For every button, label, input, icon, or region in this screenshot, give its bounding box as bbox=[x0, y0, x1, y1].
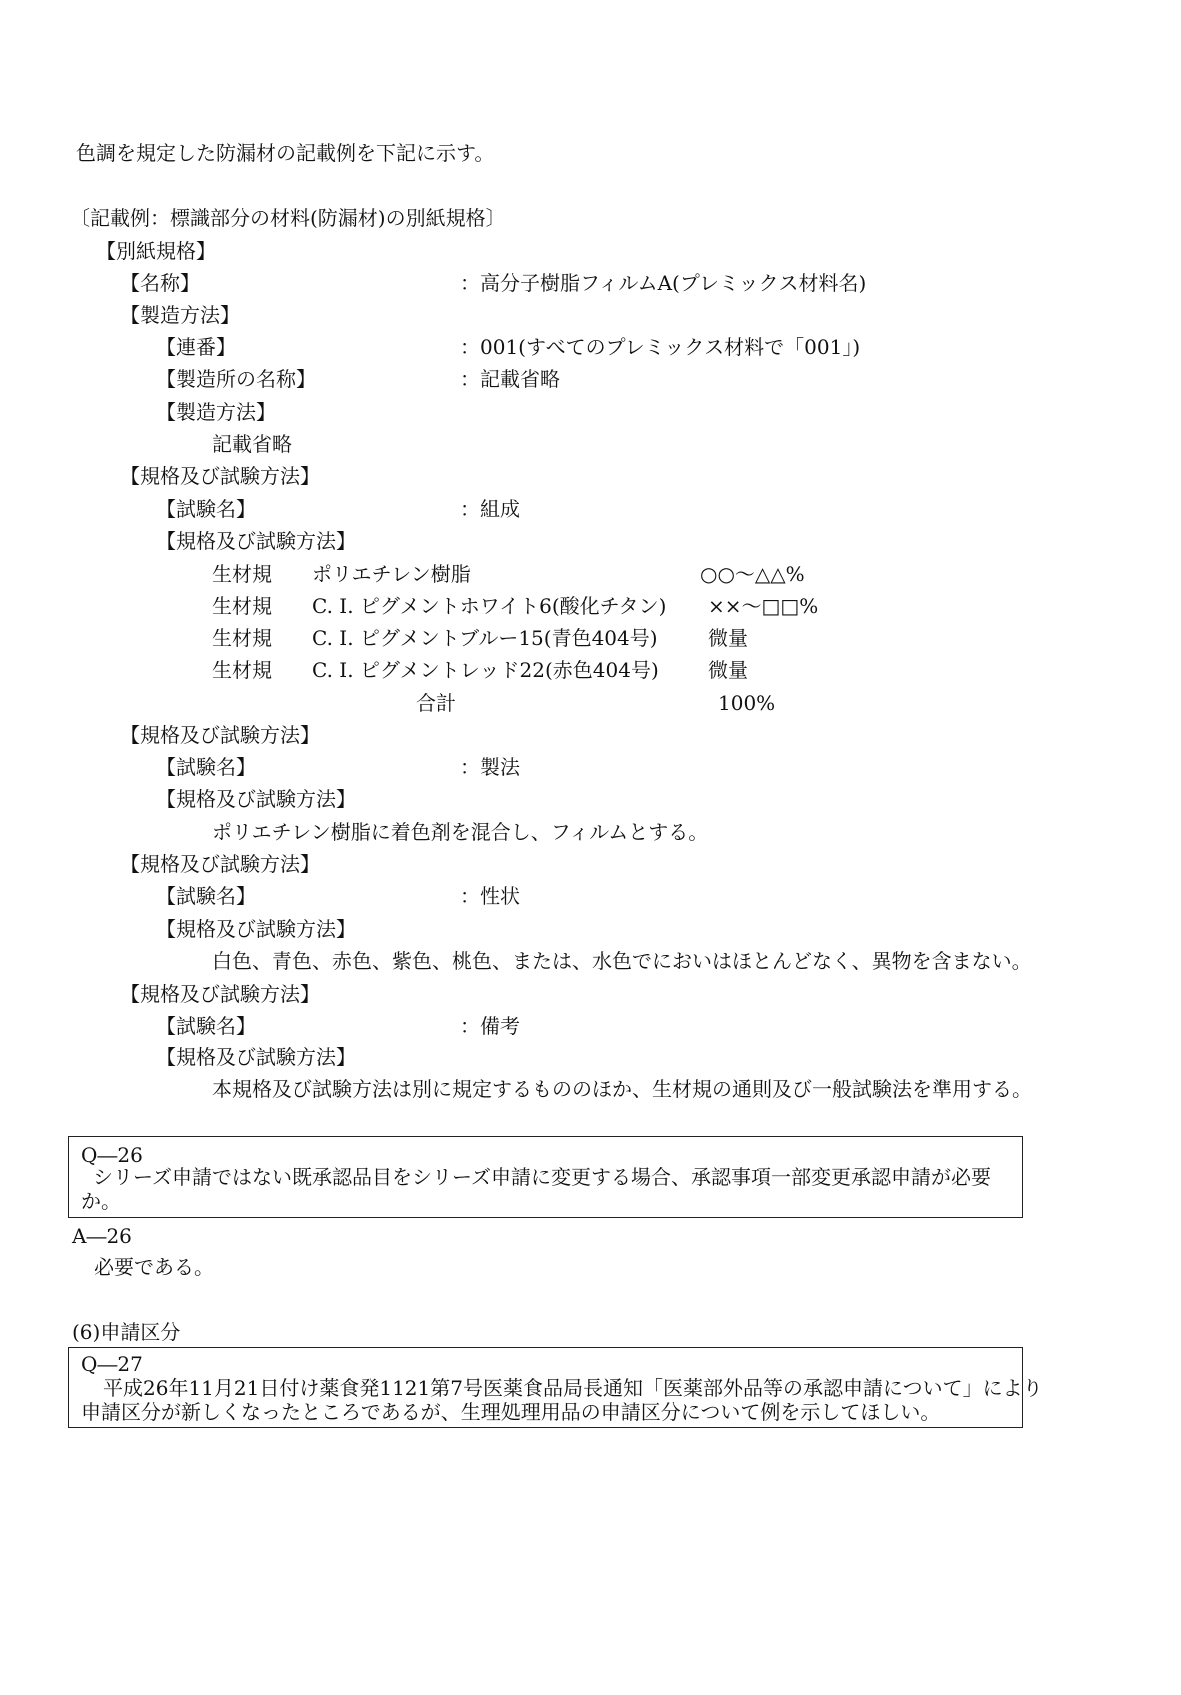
std4-test-label: 【試験名】 bbox=[156, 1014, 256, 1038]
section-6-heading: (6)申請区分 bbox=[72, 1320, 181, 1344]
total-value: 100% bbox=[718, 691, 776, 715]
question-27-id: Q―27 bbox=[81, 1352, 143, 1376]
intro-text: 色調を規定した防漏材の記載例を下記に示す。 bbox=[76, 141, 495, 165]
answer-26-id: A―26 bbox=[72, 1224, 132, 1248]
std1-test-label: 【試験名】 bbox=[156, 497, 256, 521]
std1-test-value: ：組成 bbox=[460, 497, 520, 521]
std3-test-value: ：性状 bbox=[460, 884, 520, 908]
composition-cat: 生材規 bbox=[212, 562, 272, 586]
spec-heading: 【別紙規格】 bbox=[96, 239, 216, 263]
std2-test-value: ：製法 bbox=[460, 755, 520, 779]
std3-label: 【規格及び試験方法】 bbox=[120, 852, 320, 876]
std4-method-label: 【規格及び試験方法】 bbox=[156, 1045, 356, 1069]
factory-label: 【製造所の名称】 bbox=[156, 367, 316, 391]
composition-item: C. I. ピグメントレッド22(赤色404号) bbox=[312, 658, 659, 682]
composition-cat: 生材規 bbox=[212, 626, 272, 650]
answer-26-text: 必要である。 bbox=[94, 1255, 214, 1279]
std4-method-value: 本規格及び試験方法は別に規定するもののほか、生材規の通則及び一般試験法を準用する。 bbox=[212, 1077, 1032, 1101]
factory-value: ：記載省略 bbox=[460, 367, 560, 391]
question-27-line1: 平成26年11月21日付け薬食発1121第7号医薬食品局長通知「医薬部外品等の承認申請について」により bbox=[103, 1376, 1043, 1400]
question-26-box bbox=[68, 1136, 1023, 1218]
question-26-line1: シリーズ申請ではない既承認品目をシリーズ申請に変更する場合、承認事項一部変更承認申請が必要 bbox=[93, 1165, 991, 1189]
question-27-line2: 申請区分が新しくなったところであるが、生理処理用品の申請区分について例を示してほしい。 bbox=[81, 1400, 941, 1424]
composition-item: C. I. ピグメントブルー15(青色404号) bbox=[312, 626, 658, 650]
composition-cat: 生材規 bbox=[212, 658, 272, 682]
std3-method-value: 白色、青色、赤色、紫色、桃色、または、水色でにおいはほとんどなく、異物を含まない。 bbox=[212, 949, 1032, 973]
question-27-box bbox=[68, 1347, 1043, 1428]
composition-item: C. I. ピグメントホワイト6(酸化チタン) bbox=[312, 594, 667, 618]
serial-value: ：001(すべてのプレミックス材料で「001」) bbox=[460, 335, 861, 359]
std2-label: 【規格及び試験方法】 bbox=[120, 723, 320, 747]
std2-test-label: 【試験名】 bbox=[156, 755, 256, 779]
method-sub-value: 記載省略 bbox=[212, 432, 292, 456]
question-26-id: Q―26 bbox=[81, 1143, 143, 1167]
question-26-line2: か。 bbox=[81, 1189, 121, 1213]
std4-test-value: ：備考 bbox=[460, 1014, 520, 1038]
serial-label: 【連番】 bbox=[156, 335, 236, 359]
std1-method-label: 【規格及び試験方法】 bbox=[156, 529, 356, 553]
std2-method-label: 【規格及び試験方法】 bbox=[156, 787, 356, 811]
composition-amount: ○○～△△% bbox=[700, 562, 805, 586]
composition-amount: ××～□□% bbox=[708, 594, 819, 618]
composition-cat: 生材規 bbox=[212, 594, 272, 618]
std3-test-label: 【試験名】 bbox=[156, 884, 256, 908]
name-label: 【名称】 bbox=[120, 271, 200, 295]
name-value: ：高分子樹脂フィルムA(プレミックス材料名) bbox=[460, 271, 867, 295]
method-sub-label: 【製造方法】 bbox=[156, 400, 276, 424]
std4-label: 【規格及び試験方法】 bbox=[120, 982, 320, 1006]
std1-label: 【規格及び試験方法】 bbox=[120, 464, 320, 488]
std2-method-value: ポリエチレン樹脂に着色剤を混合し、フィルムとする。 bbox=[212, 820, 709, 844]
method-label: 【製造方法】 bbox=[120, 303, 240, 327]
composition-amount: 微量 bbox=[708, 658, 748, 682]
example-title: 〔記載例：標識部分の材料(防漏材)の別紙規格〕 bbox=[70, 206, 506, 230]
std3-method-label: 【規格及び試験方法】 bbox=[156, 917, 356, 941]
total-label: 合計 bbox=[416, 691, 456, 715]
composition-item: ポリエチレン樹脂 bbox=[312, 562, 471, 586]
composition-amount: 微量 bbox=[708, 626, 748, 650]
